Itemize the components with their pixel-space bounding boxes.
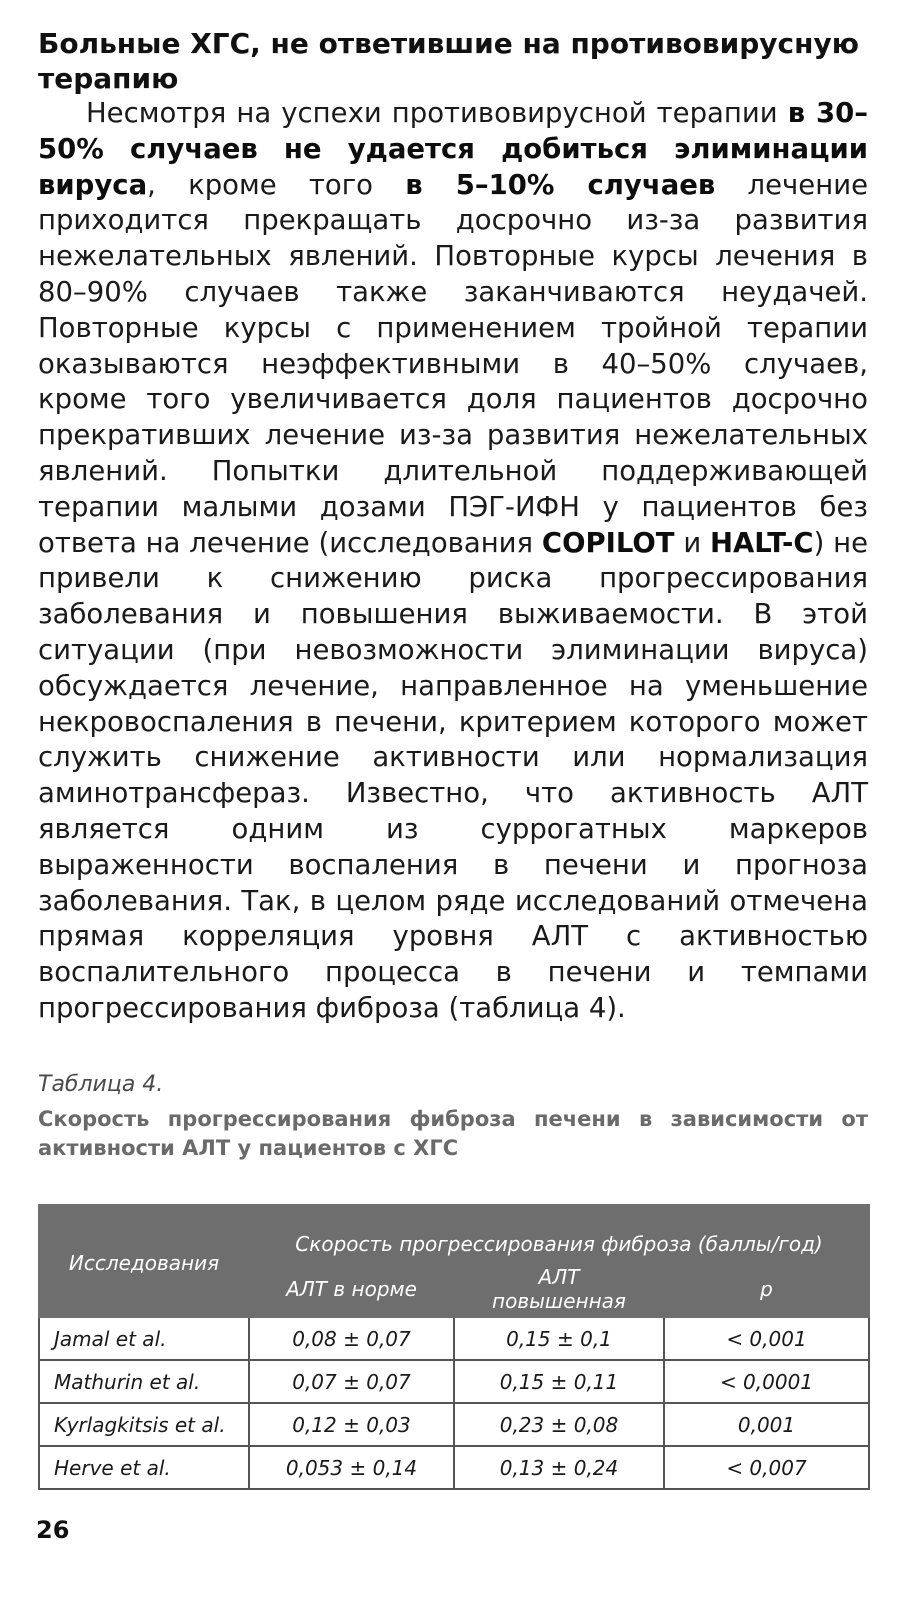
- cell-normal: 0,07 ± 0,07: [249, 1360, 454, 1403]
- cell-study: Kyrlagkitsis et al.: [39, 1403, 249, 1446]
- cell-p: < 0,007: [664, 1446, 869, 1489]
- cell-elevated: 0,15 ± 0,1: [454, 1317, 664, 1360]
- section-heading: Больные ХГС, не ответившие на противовирусную терапию: [38, 27, 859, 95]
- table-label: Таблица 4.: [38, 1071, 164, 1097]
- header-alt-elevated-line2: повышенная: [492, 1289, 626, 1313]
- cell-elevated: 0,13 ± 0,24: [454, 1446, 664, 1489]
- paragraph-run: и: [674, 526, 710, 559]
- paragraph-run-bold: HALT-C: [709, 526, 814, 559]
- header-studies: Исследования: [39, 1205, 249, 1317]
- paragraph-run-bold: COPILOT: [541, 526, 675, 559]
- header-alt-normal: АЛТ в норме: [249, 1261, 454, 1317]
- page-number: 26: [36, 1516, 70, 1544]
- paragraph-run-bold: в 5–10% случаев: [405, 168, 716, 201]
- cell-normal: 0,08 ± 0,07: [249, 1317, 454, 1360]
- header-group: Скорость прогрессирования фиброза (баллы/год): [249, 1205, 869, 1261]
- table-row: [39, 1360, 869, 1403]
- cell-p: < 0,0001: [664, 1360, 869, 1403]
- body-paragraph: [38, 96, 868, 1027]
- paragraph-run: , кроме того: [147, 168, 406, 201]
- paragraph-run-bold: в 30–50% случаев не удается добиться элиминации вируса: [38, 97, 869, 201]
- page-content: [38, 26, 868, 1163]
- fibrosis-table: [38, 1204, 870, 1490]
- table-row: [39, 1403, 869, 1446]
- table-title: Скорость прогрессирования фиброза печени в зависимости от активности АЛТ у пациентов с ХГС: [38, 1106, 868, 1160]
- table-row: [39, 1446, 869, 1489]
- table-row: [39, 1317, 869, 1360]
- header-p: p: [664, 1261, 869, 1317]
- cell-normal: 0,12 ± 0,03: [249, 1403, 454, 1446]
- cell-study: Mathurin et al.: [39, 1360, 249, 1403]
- cell-normal: 0,053 ± 0,14: [249, 1446, 454, 1489]
- cell-elevated: 0,23 ± 0,08: [454, 1403, 664, 1446]
- paragraph-run: Несмотря на успехи противовирусной терапии: [86, 97, 788, 129]
- header-alt-elevated-line1: АЛТ: [538, 1265, 580, 1289]
- cell-study: Herve et al.: [39, 1446, 249, 1489]
- header-alt-elevated: [454, 1261, 664, 1317]
- paragraph-run: лечение приходится прекращать досрочно из-за развития нежелательных явлений. Повторные курсы лечения в 80–90% случаев также заканчиваются неудачей. Повторные курсы с применением тройной терапии оказываются неэффективными в 40–50% случаев, кроме того увеличивается доля пациентов досрочно прекративших лечение из-за развития нежелательных явлений. Попытки длительной поддерживающей терапии малыми дозами ПЭГ-ИФН у пациентов без ответа на лечение (исследования: [38, 168, 868, 559]
- cell-study: Jamal et al.: [39, 1317, 249, 1360]
- paragraph-run: ) не привели к снижению риска прогрессирования заболевания и повышения выживаемости. В этой ситуации (при невозможности элиминации вируса) обсуждается лечение, направленное на уменьшение некровоспаления в печени, критерием которого может служить снижение активности или нормализация аминотрансфераз. Известно, что активность АЛТ является одним из суррогатных маркеров выраженности воспаления в печени и прогноза заболевания. Так, в целом ряде исследований отмечена прямая корреляция уровня АЛТ с активностью воспалительного процесса в печени и темпами прогрессирования фиброза (таблица 4).: [38, 526, 868, 1024]
- cell-p: < 0,001: [664, 1317, 869, 1360]
- cell-elevated: 0,15 ± 0,11: [454, 1360, 664, 1403]
- cell-p: 0,001: [664, 1403, 869, 1446]
